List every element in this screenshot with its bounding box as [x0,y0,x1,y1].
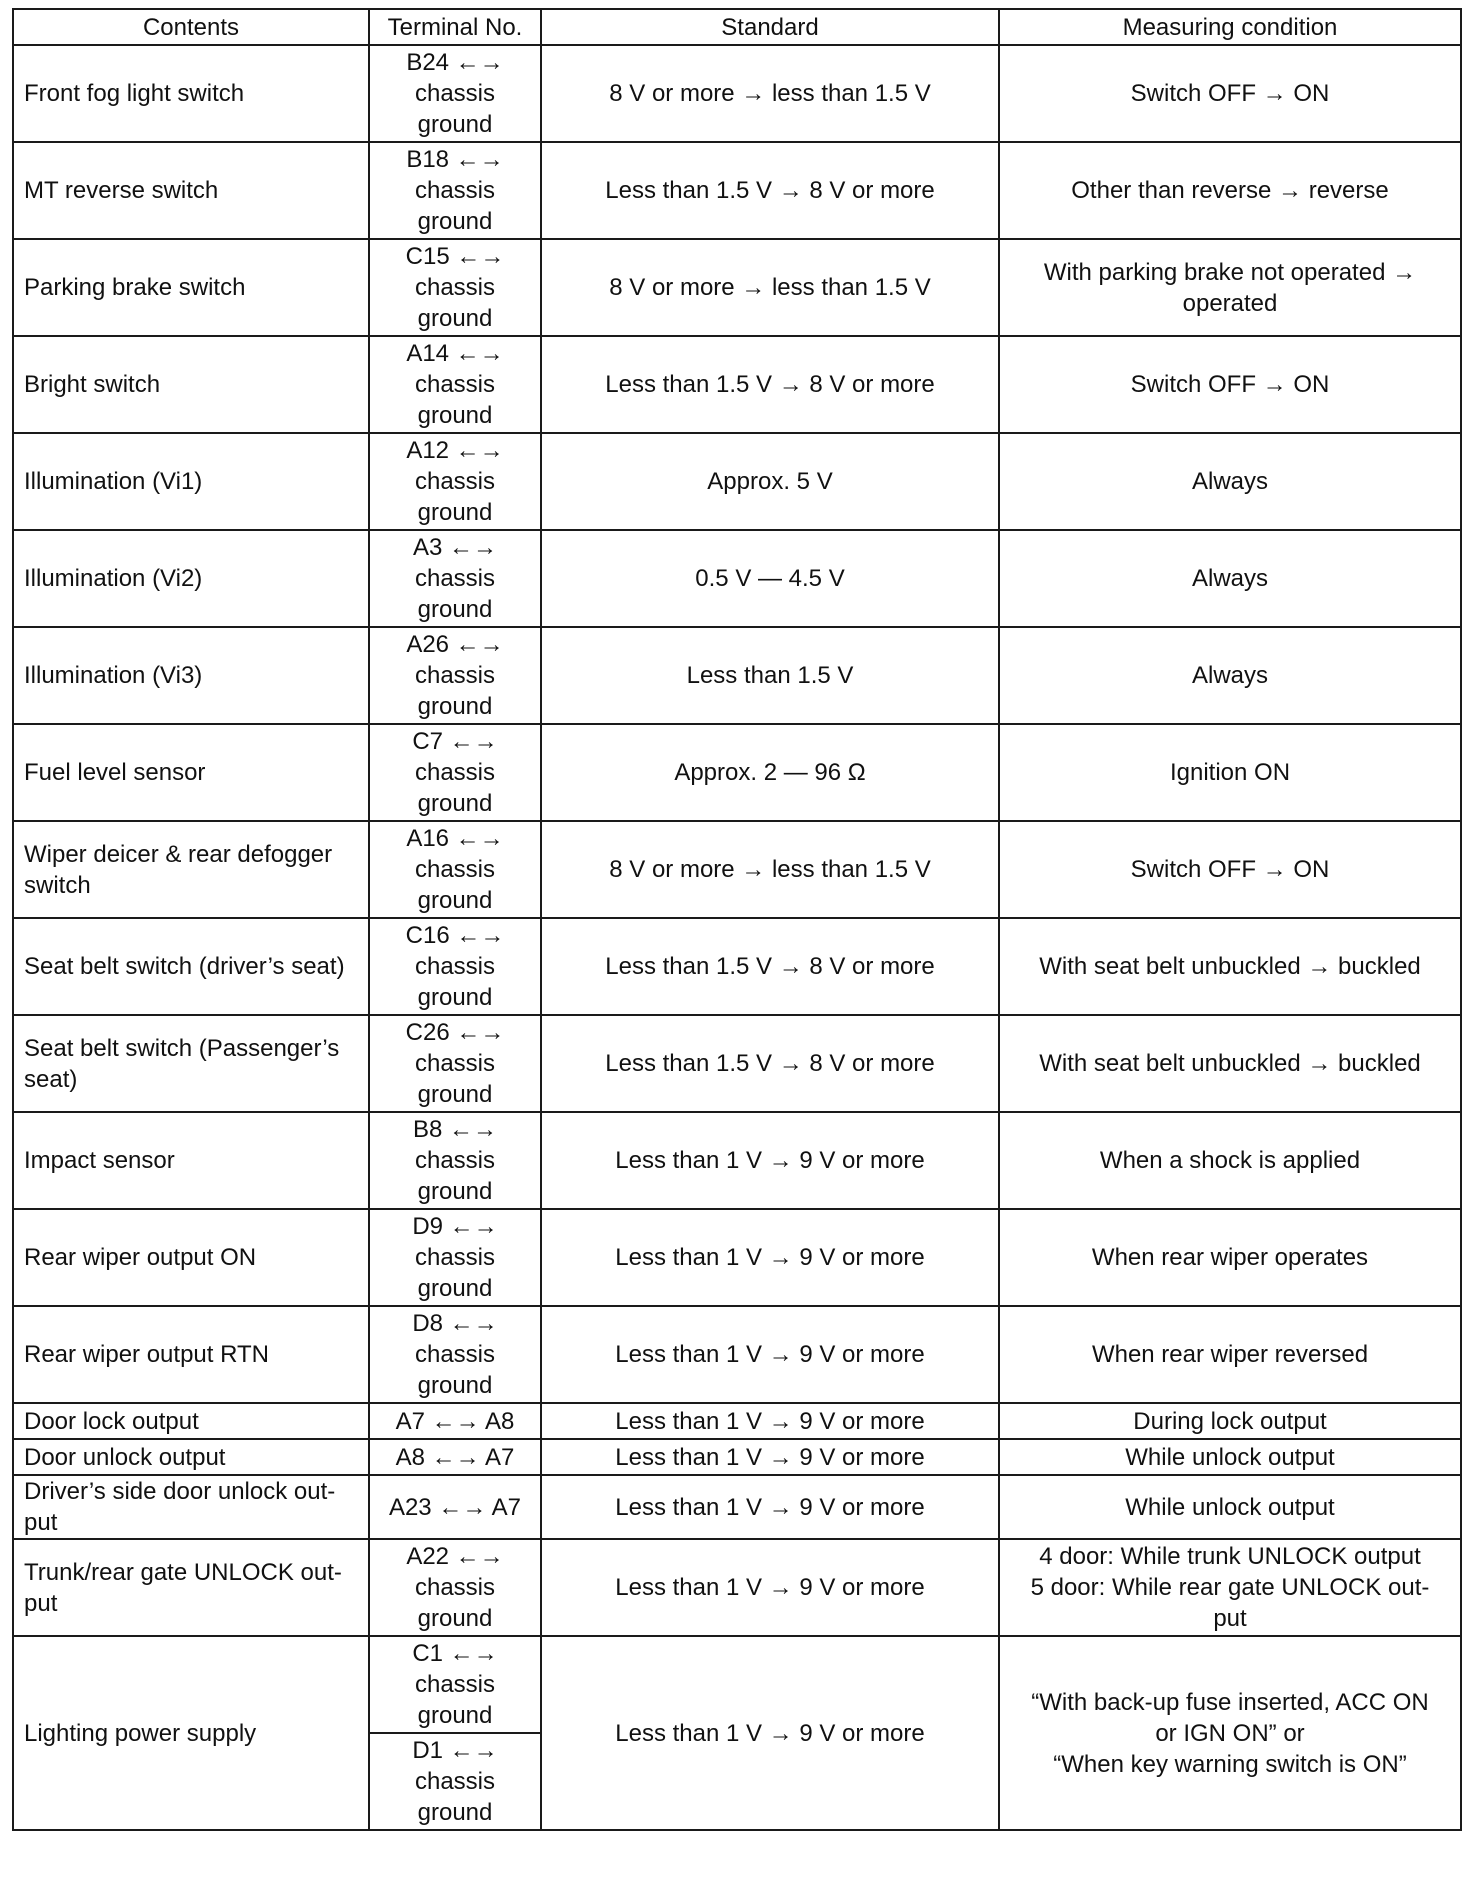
standard-cell: Less than 1 V → 9 V or more [541,1439,999,1475]
cell-line: 5 door: While rear gate UNLOCK out- [1030,1574,1430,1601]
contents-cell: Fuel level sensor [13,724,369,821]
cell-line: ground [417,1799,493,1826]
condition-cell [999,1112,1461,1209]
standard-cell: Less than 1 V → 9 V or more [541,1475,999,1539]
table-row [13,627,1461,724]
cell-line: ground [417,499,493,526]
cell-line: With seat belt unbuckled → buckled [1039,953,1421,980]
cell-line: A7 ←→ A8 [395,1407,515,1435]
cell-line: chassis [414,1050,496,1077]
cell-line: Switch OFF → ON [1130,80,1330,107]
terminal-cell [369,724,541,821]
cell-line: Switch OFF → ON [1130,371,1330,398]
cell-line: Always [1191,468,1269,495]
cell-line: B18 ←→ [406,146,504,173]
cell-line: ground [417,305,493,332]
cell-line: chassis [414,1671,496,1698]
cell-line: A3 ←→ [412,534,498,561]
terminal-cell [369,821,541,918]
condition-cell [999,1306,1461,1403]
contents-cell: Driver’s side door unlock out-put [13,1475,369,1539]
contents-cell: Front fog light switch [13,45,369,142]
terminal-cell [369,1306,541,1403]
condition-cell [999,821,1461,918]
standard-cell: Approx. 2 — 96 Ω [541,724,999,821]
standard-cell: Less than 1.5 V → 8 V or more [541,336,999,433]
cell-line: ground [417,1702,493,1729]
cell-line: chassis [414,662,496,689]
table-row [13,336,1461,433]
table-row [13,1439,1461,1475]
cell-line: or IGN ON” or [1155,1719,1305,1747]
condition-cell [999,239,1461,336]
standard-cell: Less than 1 V → 9 V or more [541,1403,999,1439]
cell-line: ground [417,596,493,623]
contents-cell: MT reverse switch [13,142,369,239]
cell-line: 4 door: While trunk UNLOCK output [1039,1543,1421,1570]
cell-line: Switch OFF → ON [1130,856,1330,883]
cell-line: While unlock output [1125,1443,1335,1471]
terminal-cell [369,1403,541,1439]
cell-line: Ignition ON [1169,759,1291,786]
terminal-cell [369,1733,541,1830]
cell-line: A26 ←→ [406,631,504,658]
table-row [13,1475,1461,1539]
cell-line: B24 ←→ [406,49,504,76]
cell-line: “With back-up fuse inserted, ACC ON [1031,1688,1429,1716]
contents-cell: Rear wiper output RTN [13,1306,369,1403]
table-row [13,1539,1461,1636]
terminal-cell [369,239,541,336]
table-row [13,239,1461,336]
contents-cell: Seat belt switch (Passenger’s seat) [13,1015,369,1112]
table-row [13,1209,1461,1306]
terminal-cell [369,1636,541,1733]
cell-line: chassis [414,759,496,786]
cell-line: Always [1191,565,1269,592]
cell-line: chassis [414,856,496,883]
cell-line: chassis [414,1768,496,1795]
condition-cell [999,336,1461,433]
table-row [13,433,1461,530]
header-contents: Contents [13,9,369,45]
cell-line: With parking brake not operated → [1043,258,1417,286]
condition-cell [999,1475,1461,1539]
condition-cell [999,142,1461,239]
cell-line: D9 ←→ [412,1213,498,1240]
terminal-cell [369,1475,541,1539]
table-row [13,1403,1461,1439]
cell-line: chassis [414,80,496,107]
cell-line: A16 ←→ [406,825,504,852]
table-row [13,1636,1461,1733]
spec-table [12,8,1462,1831]
cell-line: ground [417,887,493,914]
condition-cell [999,45,1461,142]
standard-cell: Less than 1 V → 9 V or more [541,1539,999,1636]
terminal-cell [369,142,541,239]
cell-line: chassis [414,177,496,204]
header-standard: Standard [541,9,999,45]
terminal-cell [369,1539,541,1636]
contents-cell: Impact sensor [13,1112,369,1209]
cell-line: chassis [414,274,496,301]
table-row [13,45,1461,142]
cell-line: chassis [414,468,496,495]
contents-cell: Illumination (Vi1) [13,433,369,530]
table-row [13,530,1461,627]
standard-cell: Less than 1 V → 9 V or more [541,1112,999,1209]
condition-cell [999,1403,1461,1439]
cell-line: With seat belt unbuckled → buckled [1039,1050,1421,1077]
cell-line: chassis [414,1341,496,1368]
cell-line: chassis [414,1147,496,1174]
cell-line: ground [417,1372,493,1399]
table-row [13,1306,1461,1403]
table-row [13,142,1461,239]
condition-cell [999,1439,1461,1475]
standard-cell: Less than 1 V → 9 V or more [541,1306,999,1403]
standard-cell: 8 V or more → less than 1.5 V [541,239,999,336]
contents-cell: Door lock output [13,1403,369,1439]
cell-line: A8 ←→ A7 [395,1443,515,1471]
standard-cell: Less than 1 V → 9 V or more [541,1209,999,1306]
cell-line: chassis [414,371,496,398]
condition-cell [999,1636,1461,1830]
cell-line: ground [417,111,493,138]
terminal-cell [369,1209,541,1306]
cell-line: A12 ←→ [406,437,504,464]
cell-line: D8 ←→ [412,1310,498,1337]
terminal-cell [369,627,541,724]
condition-cell [999,1015,1461,1112]
terminal-cell [369,530,541,627]
terminal-cell [369,1439,541,1475]
standard-cell: 8 V or more → less than 1.5 V [541,45,999,142]
cell-line: “When key warning switch is ON” [1053,1750,1407,1778]
contents-cell: Seat belt switch (driver’s seat) [13,918,369,1015]
cell-line: put [1213,1605,1247,1632]
contents-cell: Lighting power supply [13,1636,369,1830]
terminal-cell [369,336,541,433]
cell-line: Always [1191,662,1269,689]
cell-line: While unlock output [1125,1493,1335,1521]
condition-cell [999,918,1461,1015]
terminal-cell [369,433,541,530]
cell-line: Other than reverse → reverse [1071,177,1389,204]
standard-cell: Less than 1.5 V → 8 V or more [541,142,999,239]
header-condition: Measuring condition [999,9,1461,45]
cell-line: C26 ←→ [405,1019,505,1046]
contents-cell: Trunk/rear gate UNLOCK out-put [13,1539,369,1636]
standard-cell: Less than 1.5 V → 8 V or more [541,918,999,1015]
cell-line: ground [417,693,493,720]
table-row [13,724,1461,821]
cell-line: ground [417,208,493,235]
cell-line: When a shock is applied [1099,1147,1361,1174]
condition-cell [999,433,1461,530]
standard-cell: Less than 1.5 V → 8 V or more [541,1015,999,1112]
cell-line: ground [417,402,493,429]
cell-line: ground [417,790,493,817]
cell-line: During lock output [1133,1407,1327,1435]
cell-line: chassis [414,953,496,980]
table-row [13,821,1461,918]
cell-line: C7 ←→ [412,728,498,755]
cell-line: A23 ←→ A7 [388,1493,522,1521]
contents-cell: Door unlock output [13,1439,369,1475]
cell-line: operated [1182,289,1278,317]
cell-line: A14 ←→ [406,340,504,367]
contents-cell: Parking brake switch [13,239,369,336]
table-row [13,1015,1461,1112]
table-body [13,45,1461,1830]
cell-line: chassis [414,1244,496,1271]
contents-cell: Wiper deicer & rear defogger switch [13,821,369,918]
terminal-cell [369,1112,541,1209]
contents-cell: Bright switch [13,336,369,433]
cell-line: When rear wiper reversed [1091,1341,1369,1368]
cell-line: C15 ←→ [405,243,505,270]
standard-cell: Approx. 5 V [541,433,999,530]
standard-cell: 8 V or more → less than 1.5 V [541,821,999,918]
contents-cell: Rear wiper output ON [13,1209,369,1306]
cell-line: C16 ←→ [405,922,505,949]
standard-cell: Less than 1 V → 9 V or more [541,1636,999,1830]
cell-line: ground [417,1178,493,1205]
cell-line: C1 ←→ [412,1640,498,1667]
cell-line: ground [417,1081,493,1108]
table-row [13,1112,1461,1209]
cell-line: A22 ←→ [406,1543,504,1570]
header-row [13,9,1461,45]
standard-cell: Less than 1.5 V [541,627,999,724]
terminal-cell [369,45,541,142]
header-terminal: Terminal No. [369,9,541,45]
cell-line: ground [417,1275,493,1302]
cell-line: When rear wiper operates [1091,1244,1369,1271]
cell-line: ground [417,984,493,1011]
condition-cell [999,627,1461,724]
cell-line: chassis [414,565,496,592]
condition-cell [999,724,1461,821]
cell-line: B8 ←→ [412,1116,498,1143]
condition-cell [999,530,1461,627]
cell-line: chassis [414,1574,496,1601]
condition-cell [999,1539,1461,1636]
terminal-cell [369,918,541,1015]
contents-cell: Illumination (Vi3) [13,627,369,724]
terminal-cell [369,1015,541,1112]
contents-cell: Illumination (Vi2) [13,530,369,627]
table-row [13,918,1461,1015]
cell-line: D1 ←→ [412,1737,498,1764]
condition-cell [999,1209,1461,1306]
cell-line: ground [417,1605,493,1632]
standard-cell: 0.5 V — 4.5 V [541,530,999,627]
